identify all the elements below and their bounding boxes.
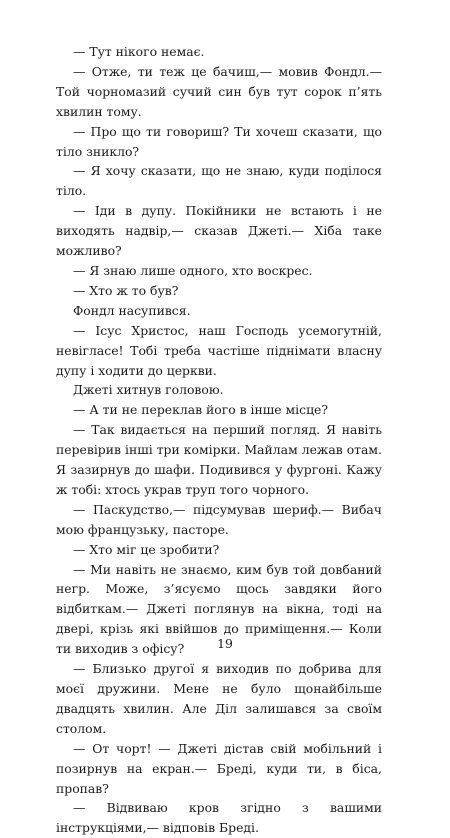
paragraph: — Паскудство,— підсумував шериф.— Вибач мою французьку, пасторе.	[56, 501, 382, 537]
paragraph: — Хто ж то був?	[73, 282, 179, 298]
paragraph: — Я знаю лише одного, хто воскрес.	[73, 262, 313, 278]
paragraph: — Ми навіть не знаємо, ким був той довбаний негр. Може, з’ясуємо щось завдяки його відбиткам.— Джеті поглянув на вікна, тоді на двері, крізь які ввійшов до приміщення.— Коли ти виходив з офісу?	[56, 561, 382, 657]
paragraph: — Відвиваю кров згідно з вашими інструкціями,— відповів Бреді.	[56, 800, 382, 836]
paragraph: — Отже, ти теж це бачиш,— мовив Фондл.— Той чорномазий сучий син був тут сорок п’ять хвилин тому.	[56, 63, 382, 119]
paragraph: — Я хочу сказати, що не знаю, куди поділося тіло.	[56, 163, 382, 199]
paragraph: — Ісус Христос, наш Господь усемогутній, невігласе! Тобі треба частіше піднімати власну дупу і ходити до церкви.	[56, 322, 382, 378]
paragraph: Фондл насупився.	[73, 302, 191, 318]
paragraph: — Тут нікого немає.	[73, 44, 205, 59]
body-text	[56, 42, 382, 838]
paragraph: — А ти не переклав його в інше місце?	[73, 402, 329, 418]
paragraph: — Хто міг це зробити?	[73, 541, 220, 557]
paragraph: — Близько другої я виходив по добрива для моєї дружини. Мене не було щонайбільше двадцять хвилин. Але Діл залишався за своїм столом.	[56, 661, 382, 736]
page-number: 19	[217, 636, 233, 651]
paragraph: — Про що ти говориш? Ти хочеш сказати, що тіло зникло?	[56, 123, 382, 159]
paragraph: Джеті хитнув головою.	[73, 382, 224, 398]
paragraph: — Іди в дупу. Покійники не встають і не виходять надвір,— сказав Джеті.— Хіба таке можливо?	[56, 203, 382, 259]
paragraph: — Так видається на перший погляд. Я навіть перевірив інші три комірки. Майлам лежав отам. Я зазирнув до шафи. Подивився у фургоні. Кажу ж тобі: хтось украв труп того чорного.	[56, 422, 382, 497]
paragraph: — От чорт! — Джеті дістав свій мобільний і позирнув на екран.— Бреді, куди ти, в біса, пропав?	[56, 740, 382, 796]
